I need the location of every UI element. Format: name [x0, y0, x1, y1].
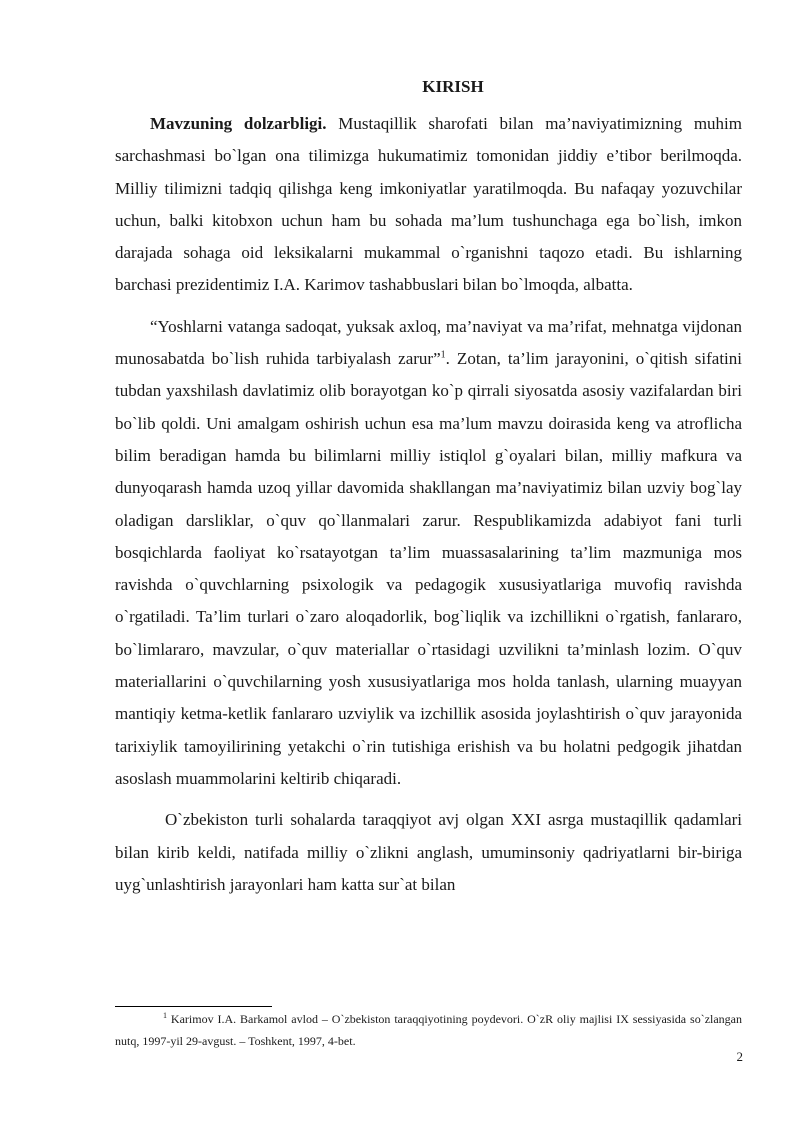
- body-text: [115, 108, 742, 901]
- paragraph-1: [115, 108, 742, 302]
- paragraph-lead: Mavzuning dolzarbligi.: [150, 114, 327, 133]
- footnote-text: Karimov I.A. Barkamol avlod – O`zbekiston taraqqiyotining poydevori. O`zR oliy majlisi IX sessiyasida so`zlangan nutq, 1997-yil 29-avgust. – Toshkent, 1997, 4-bet.: [115, 1012, 742, 1048]
- section-title: KIRISH: [422, 77, 484, 96]
- paragraph-3: O`zbekiston turli sohalarda taraqqiyot avj olgan XXI asrga mustaqillik qadamlari bilan kirib keldi, natifada milliy o`zlikni anglash, umuminsoniy qadriyatlarni bir-biriga uyg`unlashtirish jarayonlari ham katta sur`at bilan: [115, 810, 742, 894]
- footnote-separator: [115, 1006, 272, 1007]
- footnote-reference[interactable]: 1: [440, 349, 446, 361]
- page-number: 2: [736, 1049, 743, 1064]
- paragraph-2-text: . Zotan, ta’lim jarayonini, o`qitish sifatini tubdan yaxshilash davlatimiz olib borayotgan ko`p qirrali siyosatda asosiy vazifalardan biri bo`lib qoldi. Uni amalgam oshirish uchun esa ma’lum mavzu doirasida keng va atroflicha bilim beradigan hamda bu bilimlarni milliy istiqlol g`oyalari bilan, milliy mafkura va dunyoqarash hamda uzoq yillar davomida shakllangan ma’naviyatimiz bilan uzviy bog`lay oladigan darsliklar, o`quv qo`llanmalari zarur. Respublikamizda adabiyot fani turli bosqichlarda faoliyat ko`rsatayotgan ta’lim muassasalarining ta’lim mazmuniga mos ravishda o`quvchlarning psixologik va pedagogik xususiyatlariga muvofiq ravishda o`rgatiladi. Ta’lim turlari o`zaro aloqadorlik, bog`liqlik va izchillikni o`rgatish, fanlararo, bo`limlararo, mavzular, o`quv materiallar o`rtasidagi uzvilikni ta’minlash lozim. O`quv materiallarini o`quvchilarning yosh xususiyatlariga mos holda tanlash, ularning muayyan mantiqiy ketma-ketlik fanlararo uzviylik va izchillik asosida joylashtirish o`quv jarayonida tarixiylik tamoyilirining yetakchi o`rin tutishiga erishish va bu holatni pedgogik jihatdan asoslash muammolarini keltirib chiqaradi.: [115, 349, 742, 788]
- footnote: [115, 1008, 742, 1052]
- paragraph-2: [115, 311, 742, 795]
- paragraph-1-text: Mustaqillik sharofati bilan ma’naviyatimizning muhim sarchashmasi bo`lgan ona tilimizga hukumatimiz tomonidan jiddiy e’tibor berilmoqda. Milliy tilimizni tadqiq qilishga keng imkoniyatlar yaratilmoqda. Bu nafaqay yozuvchilar uchun, balki kitobxon uchun ham bu sohada ma’lum tushunchaga ega bo`lish, imkon darajada sohaga oid leksikalarni mukammal o`rganishni taqozo etadi. Bu ishlarning barchasi prezidentimiz I.A. Karimov tashabbuslari bilan bo`lmoqda, albatta.: [115, 114, 742, 295]
- paragraph-2-quote: “Yoshlarni vatanga sadoqat, yuksak axloq, ma’naviyat va ma’rifat, mehnatga vijdonan munosabatda bo`lish ruhida tarbiyalash zarur”: [115, 316, 742, 369]
- footnote-marker: 1: [163, 1011, 167, 1020]
